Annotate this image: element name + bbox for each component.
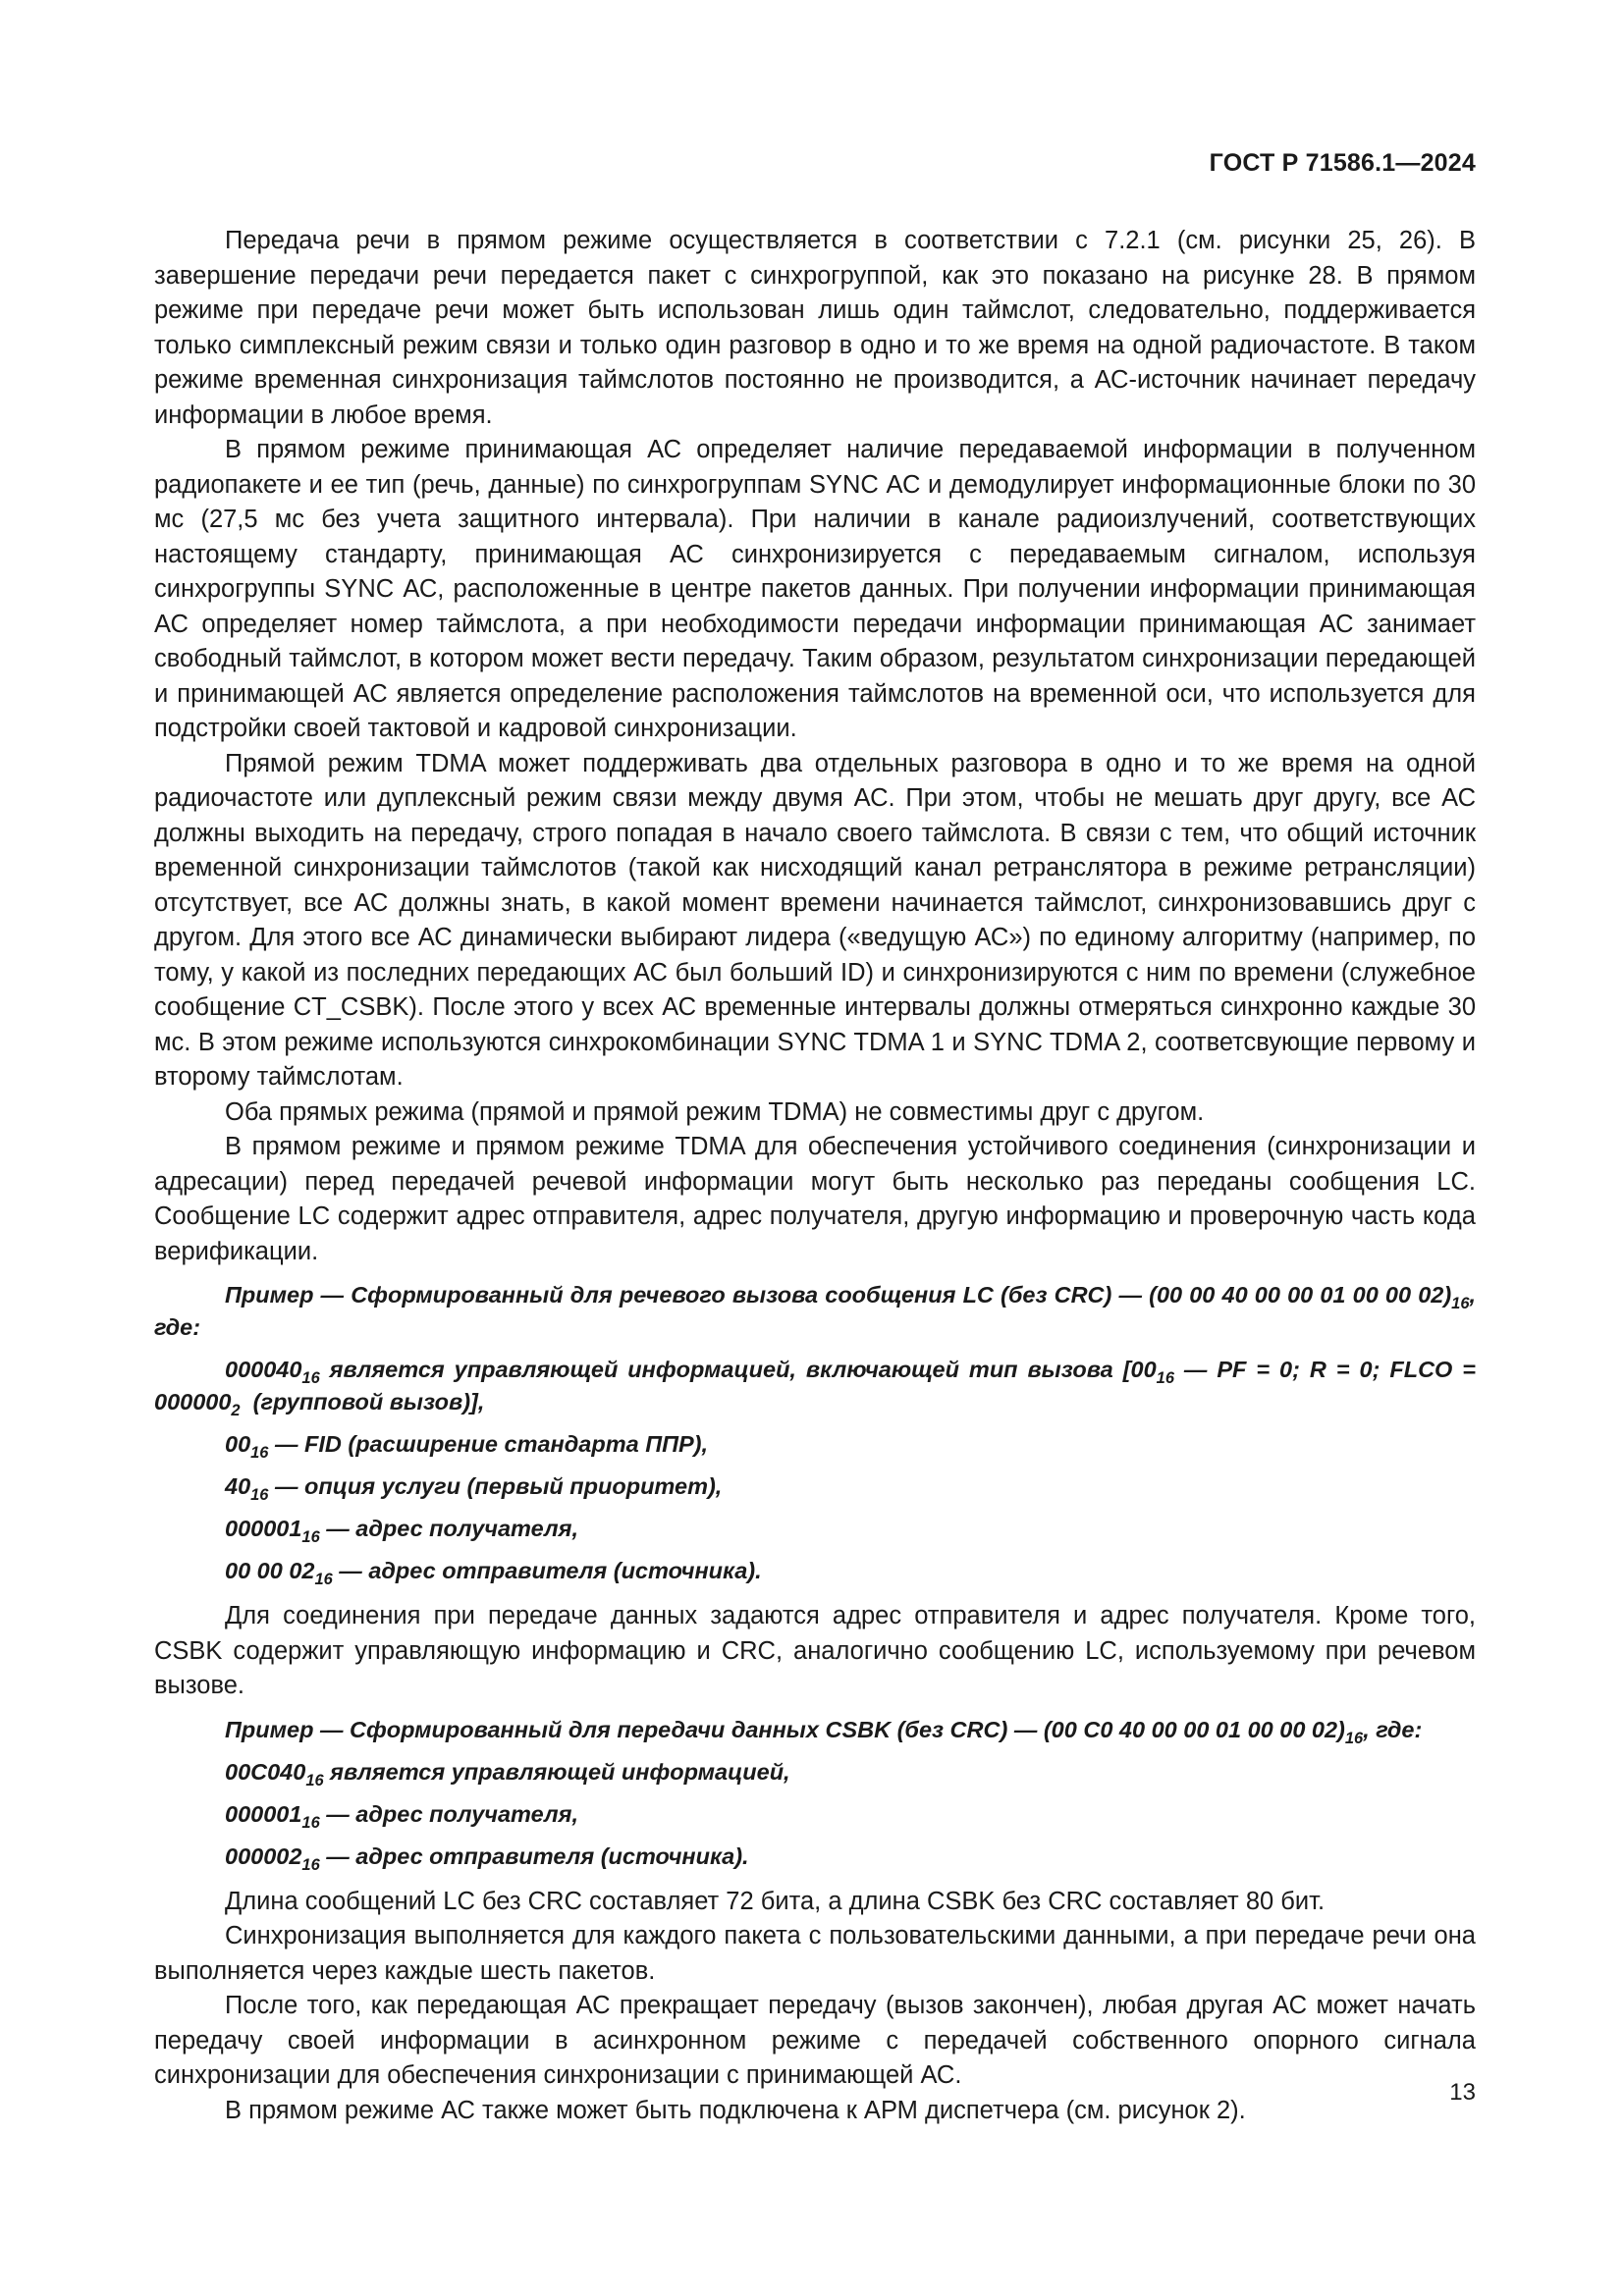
body-paragraph: Передача речи в прямом режиме осуществляется в соответствии с 7.2.1 (см. рисунки 25, 26). В завершение передачи речи передается пакет с синхрогруппой, как это показано на рисунке 28. В прямом режиме при передаче речи может быть использован лишь один таймслот, следовательно, поддерживается только симплексный режим связи и только один разговор в одно и то же время на одной радиочастоте. В таком режиме временная синхронизация таймслотов постоянно не производится, а АС-источник начинает передачу информации в любое время. [154,227,1476,429]
example-csbk-item: $000001_{16}$ — адрес получателя, [225,1800,578,1832]
body-paragraph: В прямом режиме принимающая АС определяет наличие передаваемой информации в полученном радиопакете и ее тип (речь, данные) по синхрогруппам SYNC АС и демодулирует информационные блоки по 30 мс (27,5 мс без учета защитного интервала). При наличии в канале радиоизлучений, соответствующих настоящему стандарту, принимающая АС синхронизируется с передаваемым сигналом, используя синхрогруппы SYNC АС, расположенные в центре пакетов данных. При получении информации принимающая АС определяет номер таймслота, а при необходимости передачи информации принимающая АС занимает свободный таймслот, в котором может вести передачу. Таким образом, результатом синхронизации передающей и принимающей АС является определение расположения таймслотов на временной оси, что используется для подстройки своей тактовой и кадровой синхронизации. [154,436,1476,742]
example-lc-item: $00_{16}$ — FID (расширение стандарта ППР), [225,1431,709,1462]
example-lc-item: $40_{16}$ — опция услуги (первый приоритет), [225,1473,723,1504]
body-paragraph: В прямом режиме и прямом режиме TDMA для обеспечения устойчивого соединения (синхронизации и адресации) перед передачей речевой информации могут быть несколько раз переданы сообщения LC. Сообщение LC содержит адрес отправителя, адрес получателя, другую информацию и проверочную часть кода верификации. [154,1133,1476,1265]
body-paragraph: Для соединения при передаче данных задаются адрес отправителя и адрес получателя. Кроме того, CSBK содержит управляющую информацию и CRC, аналогично сообщению LC, используемому при речевом вызове. [154,1602,1476,1699]
body-paragraph: Синхронизация выполняется для каждого пакета с пользовательскими данными, а при передаче речи она выполняется через каждые шесть пакетов. [154,1922,1476,1985]
body-paragraph: Длина сообщений LC без CRC составляет 72 бита, а длина CSBK без CRC составляет 80 бит. [225,1887,1326,1915]
document-body [154,224,1476,2128]
example-csbk-item: $00C040_{16}$ является управляющей информацией, [225,1758,790,1789]
example-csbk-block [154,1714,1476,1873]
body-paragraph: После того, как передающая АС прекращает передачу (вызов закончен), любая другая АС может начать передачу своей информации в асинхронном режиме с передачей собственного опорного сигнала синхронизации для обеспечения синхронизации с принимающей АС. [154,1992,1476,2089]
example-lc-line: $000040_{16}$ является управляющей информацией, включающей тип вызова [$00_{16}$ — PF = 0; R = 0; FLCO = $000000_2$ (групповой вызов)], [154,1357,1477,1419]
body-paragraph: Прямой режим TDMA может поддерживать два отдельных разговора в одно и то же время на одной радиочастоте или дуплексный режим связи между двумя АС. При этом, чтобы не мешать друг другу, все АС должны выходить на передачу, строго попадая в начало своего таймслота. В связи с тем, что общий источник временной синхронизации таймслотов (такой как нисходящий канал ретранслятора в режиме ретрансляции) отсутствует, все АС должны знать, в какой момент времени начинается таймслот, синхронизовавшись друг с другом. Для этого все АС динамически выбирают лидера («ведущую АС») по единому алгоритму (например, по тому, у какой из последних передающих АС был больший ID) и синхронизируются с ним по времени (служебное сообщение CT_CSBK). После этого у всех АС временные интервалы должны отмеряться синхронно каждые 30 мс. В этом режиме используются синхрокомбинации SYNC TDMA 1 и SYNC TDMA 2, соответсвующие первому и второму таймслотам. [154,749,1476,1091]
body-paragraph: В прямом режиме АС также может быть подключена к АРМ диспетчера (см. рисунок 2). [225,2096,1246,2124]
example-lc-intro: Пример — Сформированный для речевого вызова сообщения LC (без CRC) — (00 00 40 00 00 01 00 00 $02)_{16}$, где: [154,1282,1476,1340]
example-csbk-intro: Пример — Сформированный для передачи данных CSBK (без CRC) — (00 C0 40 00 00 01 00 00 $02)_{16}$, где: [225,1716,1423,1747]
page-number: 13 [1449,2079,1476,2106]
example-lc-item: 00 00 $02_{16}$ — адрес отправителя (источника). [225,1558,762,1588]
example-lc-block [154,1279,1476,1587]
document-standard-header: ГОСТ Р 71586.1—2024 [1209,149,1476,177]
example-csbk-item: $000002_{16}$ — адрес отправителя (источника). [225,1842,749,1874]
body-paragraph: Оба прямых режима (прямой и прямой режим TDMA) не совместимы друг с другом. [225,1097,1205,1126]
example-lc-item: $000001_{16}$ — адрес получателя, [225,1516,578,1546]
